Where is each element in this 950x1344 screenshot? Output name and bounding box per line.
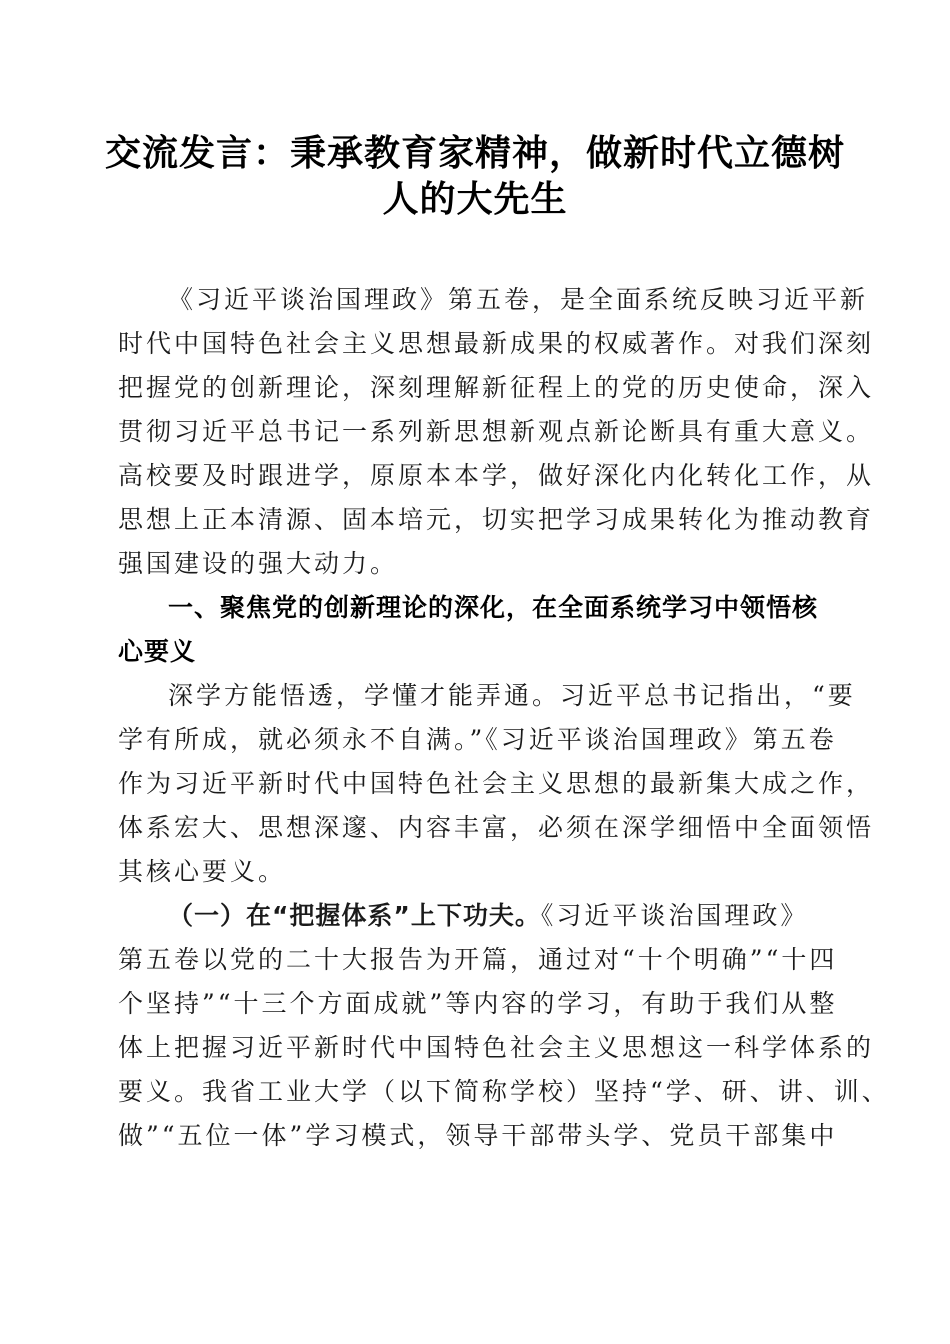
paragraph-text: 《习近平谈治国理政》	[540, 901, 809, 930]
title-line-1: 交流发言：秉承教育家精神，做新时代立德树	[104, 132, 845, 174]
paragraph-line: 把握党的创新理论，深刻理解新征程上的党的历史使命，深入	[118, 373, 875, 402]
paragraph-line: 贯彻习近平总书记一系列新思想新观点新论断具有重大意义。	[118, 417, 875, 446]
paragraph-line: 思想上正本清源、固本培元，切实把学习成果转化为推动教育	[118, 505, 875, 534]
paragraph-line	[118, 894, 838, 938]
paragraph-line: 体上把握习近平新时代中国特色社会主义思想这一科学体系的	[118, 1033, 875, 1062]
paragraph-line: 时代中国特色社会主义思想最新成果的权威著作。对我们深刻	[118, 329, 875, 358]
paragraph-line: 《习近平谈治国理政》第五卷，是全面系统反映习近平新	[168, 285, 869, 314]
paragraph-line: 要义。我省工业大学（以下简称学校）坚持“学、研、讲、训、	[118, 1077, 890, 1106]
section-1-heading	[118, 586, 838, 674]
section-heading-line: 一、聚焦党的创新理论的深化，在全面系统学习中领悟核	[168, 593, 819, 622]
paragraph-line: 做”“五位一体”学习模式，领导干部带头学、党员干部集中	[118, 1121, 838, 1150]
section-heading-line: 心要义	[118, 637, 197, 666]
paragraph-line: 个坚持”“十三个方面成就”等内容的学习，有助于我们从整	[118, 989, 838, 1018]
title-line-2: 人的大先生	[382, 178, 568, 220]
paragraph-line: 高校要及时跟进学，原原本本学，做好深化内化转化工作，从	[118, 461, 875, 490]
intro-paragraph	[118, 278, 875, 586]
paragraph-line: 第五卷以党的二十大报告为开篇，通过对“十个明确”“十四	[118, 945, 838, 974]
section-1-paragraph	[118, 674, 875, 894]
paragraph-line: 强国建设的强大动力。	[118, 549, 399, 578]
paragraph-line: 其核心要义。	[118, 857, 287, 886]
paragraph-line: 深学方能悟透，学懂才能弄通。习近平总书记指出，“要	[168, 681, 856, 710]
document-body	[118, 278, 890, 1158]
subsection-1-paragraph	[118, 894, 890, 1158]
paragraph-line: 学有所成，就必须永不自满。”《习近平谈治国理政》第五卷	[118, 725, 837, 754]
paragraph-line: 作为习近平新时代中国特色社会主义思想的最新集大成之作，	[118, 769, 875, 798]
document-title	[100, 130, 850, 222]
subsection-lead: （一）在“把握体系”上下功夫。	[168, 901, 541, 930]
paragraph-line: 体系宏大、思想深邃、内容丰富，必须在深学细悟中全面领悟	[118, 813, 875, 842]
